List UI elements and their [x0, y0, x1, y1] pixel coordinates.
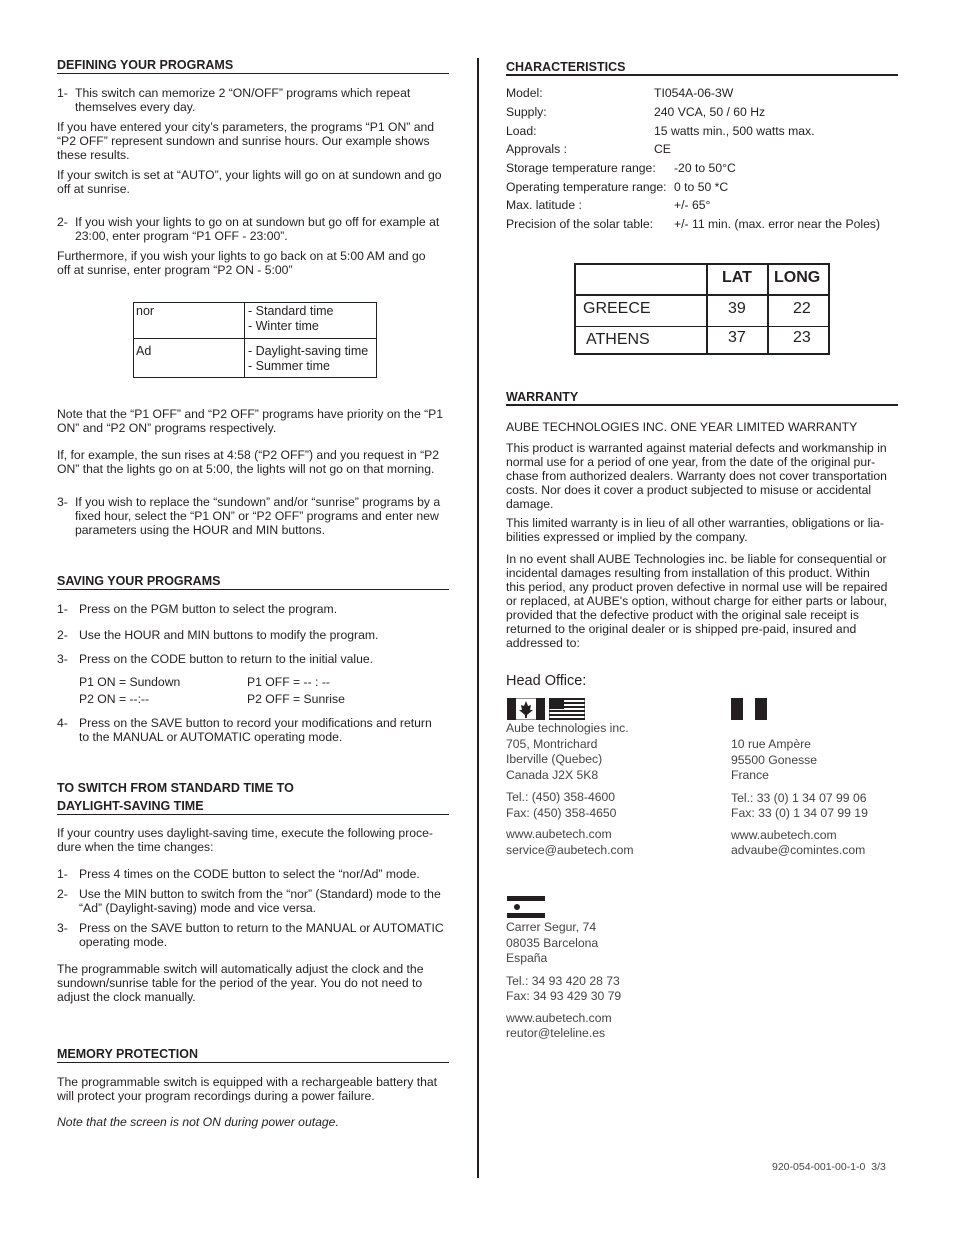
- defining-paragraph-3: Furthermore, if you wish your lights to go back on at 5:00 AM and go off at sunrise, enter program “P2 ON - 5:00”: [57, 249, 426, 277]
- switching-heading-line-2: DAYLIGHT-SAVING TIME: [57, 799, 204, 813]
- spec-value: +/- 11 min. (max. error near the Poles): [674, 217, 881, 231]
- heading-rule: [57, 1062, 449, 1063]
- row-name-athens: ATHENS: [586, 331, 650, 348]
- email-link[interactable]: advaube@comintes.com: [731, 843, 866, 857]
- spec-label: Operating temperature range:: [506, 180, 667, 194]
- long-value: 22: [793, 300, 811, 317]
- canada-office: Aube technologies inc. 705, Montrichard Iberville (Quebec) Canada J2X 5K8 Tel.: (450) 358-4600 Fax: (450) 358-4650 www.aubetech.com service@aubetech.com: [506, 721, 634, 857]
- fax-number: Fax: 33 (0) 1 34 07 99 19: [731, 806, 868, 820]
- characteristics-heading: CHARACTERISTICS: [506, 60, 626, 74]
- priority-paragraph-2: If, for example, the sun rises at 4:58 (“P2 OFF”) and you request in “P2 ON” that the lights go on at 5:00, the lights will not go on that morning.: [57, 448, 440, 476]
- spec-value: +/- 65°: [674, 198, 711, 212]
- canada-flag-icon: [507, 698, 545, 720]
- spec-value: 0 to 50 *C: [674, 180, 729, 194]
- mode-code-ad: Ad: [136, 344, 152, 358]
- switching-outro: The programmable switch will automatically adjust the clock and the sundown/sunrise table for the period of the year. You do not need to adjust the clock manually.: [57, 962, 424, 1004]
- priority-paragraph-1: Note that the “P1 OFF” and “P2 OFF” programs have priority on the “P1 ON” and “P2 ON” programs respectively.: [57, 407, 444, 435]
- lat-long-table: [574, 263, 830, 355]
- switching-heading-line-1: TO SWITCH FROM STANDARD TIME TO: [57, 781, 294, 795]
- company-name: Aube technologies inc.: [506, 721, 629, 735]
- saving-step-1: 1- Press on the PGM button to select the program.: [57, 602, 338, 616]
- memory-heading: MEMORY PROTECTION: [57, 1047, 198, 1061]
- saving-step-2: 2- Use the HOUR and MIN buttons to modify the program.: [57, 628, 379, 642]
- heading-rule: [57, 73, 449, 74]
- spain-office: Carrer Segur, 74 08035 Barcelona España Tel.: 34 93 420 28 73 Fax: 34 93 429 30 79 www.aubetech.com reutor@teleline.es: [506, 920, 622, 1040]
- heading-rule: [57, 814, 449, 815]
- mode-desc: - Standard time: [248, 304, 334, 318]
- heading-rule: [506, 404, 898, 406]
- spec-label: Supply:: [506, 105, 547, 119]
- phone-number: Tel.: 34 93 420 28 73: [506, 973, 620, 988]
- spec-label: Storage temperature range:: [506, 161, 656, 175]
- email-link[interactable]: reutor@teleline.es: [506, 1026, 606, 1040]
- website-link[interactable]: www.aubetech.com: [506, 1010, 612, 1025]
- time-mode-table: [133, 302, 377, 378]
- default-p1-on: P1 ON = Sundown: [79, 675, 181, 689]
- warranty-heading: WARRANTY: [506, 390, 579, 404]
- spec-label: Load:: [506, 124, 537, 138]
- website-link[interactable]: www.aubetech.com: [731, 827, 837, 842]
- fax-number: Fax: (450) 358-4650: [506, 805, 617, 820]
- spec-value: 240 VCA, 50 / 60 Hz: [654, 105, 766, 119]
- fax-number: Fax: 34 93 429 30 79: [506, 989, 622, 1003]
- defining-heading: DEFINING YOUR PROGRAMS: [57, 58, 234, 72]
- defining-paragraph-1: If you have entered your city’s parameters, the programs “P1 ON” and “P2 OFF” represent sundown and sunrise hours. Our example shows these results.: [57, 120, 435, 162]
- spec-value: -20 to 50°C: [674, 161, 736, 175]
- france-flag-icon: [731, 698, 767, 720]
- head-office-heading: Head Office:: [506, 673, 587, 689]
- saving-heading: SAVING YOUR PROGRAMS: [57, 574, 221, 588]
- row-name-greece: GREECE: [583, 300, 651, 317]
- usa-flag-icon: [549, 698, 585, 720]
- column-divider: [477, 58, 479, 1178]
- defining-paragraph-2: If your switch is set at “AUTO”, your lights will go on at sundown and go off at sunrise.: [57, 168, 442, 196]
- column-header-long: LONG: [774, 269, 821, 286]
- page-number: 3/3: [871, 1161, 886, 1173]
- warranty-title: AUBE TECHNOLOGIES INC. ONE YEAR LIMITED WARRANTY: [506, 420, 858, 434]
- mode-desc: - Daylight-saving time: [248, 344, 369, 358]
- spain-flag-icon: [507, 896, 545, 918]
- switching-step-1: 1- Press 4 times on the CODE button to select the “nor/Ad” mode.: [57, 867, 420, 881]
- heading-rule: [506, 74, 898, 76]
- long-value: 23: [793, 329, 811, 346]
- mode-desc: - Winter time: [248, 319, 319, 333]
- spec-value: TI054A-06-3W: [654, 86, 734, 100]
- website-link[interactable]: www.aubetech.com: [506, 827, 612, 841]
- phone-number: Tel.: 33 (0) 1 34 07 99 06: [731, 790, 867, 805]
- mode-code-nor: nor: [136, 304, 155, 318]
- memory-note: Note that the screen is not ON during power outage.: [57, 1115, 339, 1129]
- france-office: 10 rue Ampère 95500 Gonesse France Tel.: 33 (0) 1 34 07 99 06 Fax: 33 (0) 1 34 07 99 19 www.aubetech.com advaube@comintes.com: [731, 737, 868, 857]
- spec-value: CE: [654, 142, 671, 156]
- warranty-paragraph-2: This limited warranty is in lieu of all other warranties, obligations or lia- bilities expressed or implied by the company.: [506, 516, 884, 544]
- lat-value: 39: [728, 300, 746, 317]
- document-code: 920-054-001-00-1-0 3/3: [772, 1161, 886, 1173]
- default-p1-off: P1 OFF = -- : --: [247, 675, 330, 689]
- column-header-lat: LAT: [722, 269, 752, 286]
- spec-label: Model:: [506, 86, 543, 100]
- lat-value: 37: [728, 329, 746, 346]
- mode-desc: - Summer time: [248, 359, 330, 373]
- spec-label: Max. latitude :: [506, 198, 582, 212]
- spec-value: 15 watts min., 500 watts max.: [654, 124, 815, 138]
- default-p2-on: P2 ON = --:--: [79, 692, 150, 706]
- phone-number: Tel.: (450) 358-4600: [506, 790, 616, 804]
- email-link[interactable]: service@aubetech.com: [506, 842, 634, 857]
- spec-label: Precision of the solar table:: [506, 217, 654, 231]
- heading-rule: [57, 589, 449, 590]
- warranty-paragraph-1: This product is warranted against material defects and workmanship in normal use for a period of one year, from the date of the original pur- chase from authorized dealers. Warranty does not cover transportation costs. Nor does it cover a product subjected to misuse or accidental damage.: [506, 441, 887, 511]
- default-p2-off: P2 OFF = Sunrise: [247, 692, 345, 706]
- saving-step-3: 3- Press on the CODE button to return to the initial value.: [57, 652, 374, 666]
- switching-intro: If your country uses daylight-saving time, execute the following proce- dure when the time changes:: [57, 826, 433, 854]
- warranty-paragraph-3: In no event shall AUBE Technologies inc. be liable for consequential or incidental damages resulting from installation of this product. Within this period, any product proven defective in normal use will be repaired or replaced, at AUBE's option, without charge for either parts or labour, provided that the defective product with the original sale receipt is returned to the original dealer or is shipped pre-paid, insured and addressed to:: [506, 552, 888, 650]
- memory-paragraph: The programmable switch is equipped with a rechargeable battery that will protect your program recordings during a power failure.: [57, 1075, 438, 1103]
- spec-label: Approvals :: [506, 142, 567, 156]
